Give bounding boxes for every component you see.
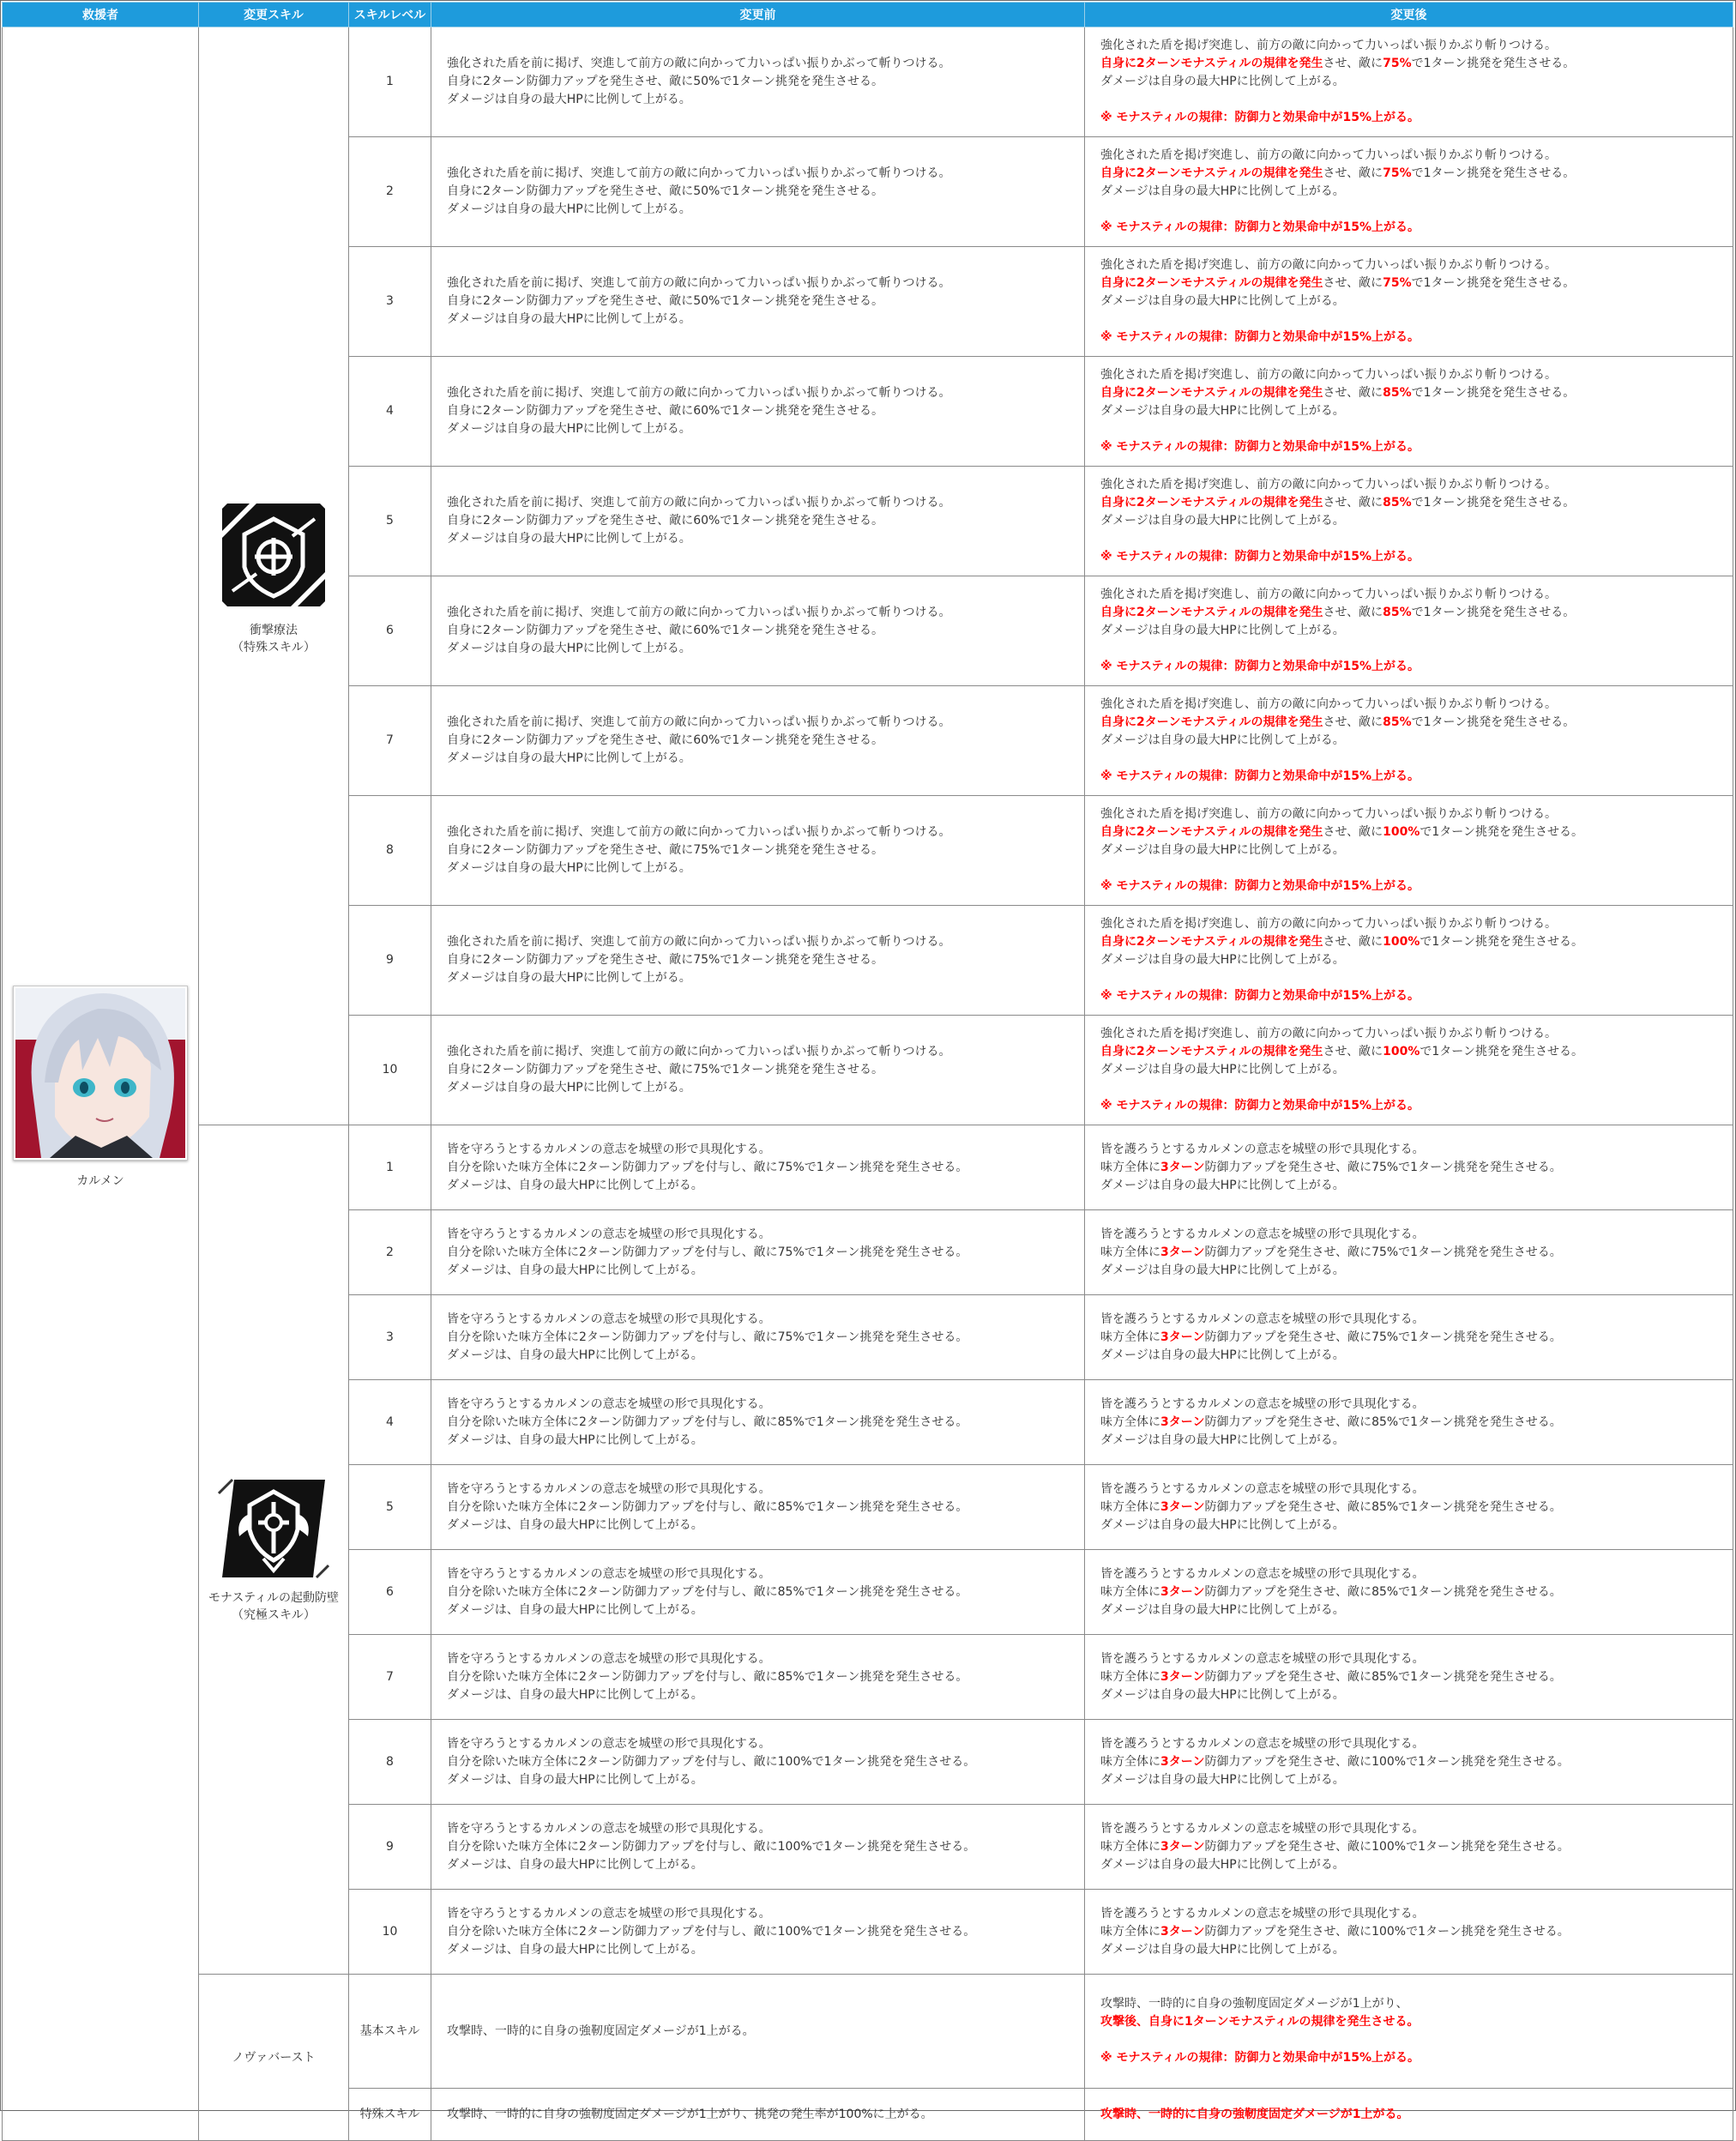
- skill2-name: モナスティルの起動防壁: [208, 1590, 340, 1605]
- after-line: 防御力アップを発生させ、敵に85%で1ターン挑発を発生させる。: [1204, 1499, 1562, 1514]
- after-line: 皆を護ろうとするカルメンの意志を城壁の形で具現化する。: [1100, 1142, 1425, 1156]
- before-line: ダメージは、自身の最大HPに比例して上がる。: [447, 1432, 703, 1447]
- after-line: 味方全体に: [1100, 1839, 1160, 1854]
- after-note: ※ モナスティルの規律：防御力と効果命中が15%上がる。: [1100, 440, 1420, 454]
- after-line: ダメージは自身の最大HPに比例して上がる。: [1100, 1063, 1345, 1077]
- after-highlight: 自身に2ターンモナスティルの規律を発生: [1100, 496, 1323, 510]
- hero-name: カルメン: [76, 1174, 124, 1188]
- after-line: 強化された盾を掲げ突進し、前方の敵に向かって力いっぱい振りかぶり斬りつける。: [1100, 588, 1557, 601]
- after-line: 防御力アップを発生させ、敵に75%で1ターン挑発を発生させる。: [1204, 1160, 1562, 1174]
- before-line: 自身に2ターン防御力アップを発生させ、敵に75%で1ターン挑発を発生させる。: [447, 843, 883, 857]
- before-cell: [431, 1720, 1085, 1805]
- after-note: ※ モナスティルの規律：防御力と効果命中が15%上がる。: [1100, 2051, 1420, 2065]
- after-line: ダメージは自身の最大HPに比例して上がる。: [1100, 1687, 1345, 1702]
- level-cell: 1: [349, 27, 431, 137]
- after-line: で1ターン挑発を発生させる。: [1411, 57, 1576, 70]
- before-line: ダメージは、自身の最大HPに比例して上がる。: [447, 1263, 703, 1277]
- after-highlight: 自身に2ターンモナスティルの規律を発生: [1100, 386, 1323, 400]
- after-line: で1ターン挑発を発生させる。: [1411, 606, 1576, 619]
- after-line: 防御力アップを発生させ、敵に85%で1ターン挑発を発生させる。: [1204, 1669, 1562, 1684]
- header-before: 変更前: [431, 3, 1085, 27]
- after-cell: [1085, 1210, 1733, 1295]
- after-cell: [1085, 1635, 1733, 1720]
- before-cell: [431, 1635, 1085, 1720]
- level-cell: 4: [349, 1380, 431, 1465]
- before-line: 強化された盾を前に掲げ、突進して前方の敵に向かって力いっぱい振りかぶって斬りつける。: [447, 1045, 951, 1058]
- after-line: で1ターン挑発を発生させる。: [1420, 825, 1584, 839]
- before-line: 自分を除いた味方全体に2ターン防御力アップを付与し、敵に85%で1ターン挑発を発生させる。: [447, 1669, 968, 1684]
- before-line: 自身に2ターン防御力アップを発生させ、敵に50%で1ターン挑発を発生させる。: [447, 294, 883, 308]
- after-cell: [1085, 1125, 1733, 1210]
- after-highlight: 3ターン: [1160, 1754, 1205, 1769]
- before-line: ダメージは、自身の最大HPに比例して上がる。: [447, 1178, 703, 1192]
- before-cell: [431, 137, 1085, 247]
- level-cell: 2: [349, 1210, 431, 1295]
- after-line: 皆を護ろうとするカルメンの意志を城壁の形で具現化する。: [1100, 1906, 1425, 1921]
- after-line: 強化された盾を掲げ突進し、前方の敵に向かって力いっぱい振りかぶり斬りつける。: [1100, 1027, 1557, 1040]
- before-line: ダメージは自身の最大HPに比例して上がる。: [447, 642, 691, 655]
- after-line: させ、敵に: [1323, 715, 1383, 729]
- after-line: させ、敵に: [1323, 825, 1383, 839]
- after-highlight: 自身に2ターンモナスティルの規律を発生: [1100, 715, 1323, 729]
- after-highlight: 3ターン: [1160, 1414, 1205, 1429]
- before-line: ダメージは自身の最大HPに比例して上がる。: [447, 1081, 691, 1095]
- after-line: させ、敵に: [1323, 606, 1383, 619]
- after-cell: [1085, 1380, 1733, 1465]
- after-highlight: 自身に2ターンモナスティルの規律を発生: [1100, 935, 1323, 949]
- after-cell: [1085, 1805, 1733, 1890]
- before-line: 強化された盾を前に掲げ、突進して前方の敵に向かって力いっぱい振りかぶって斬りつける。: [447, 57, 951, 70]
- after-cell: [1085, 1720, 1733, 1805]
- after-note: ※ モナスティルの規律：防御力と効果命中が15%上がる。: [1100, 220, 1420, 234]
- before-line: 強化された盾を前に掲げ、突進して前方の敵に向かって力いっぱい振りかぶって斬りつける。: [447, 606, 951, 619]
- before-line: ダメージは自身の最大HPに比例して上がる。: [447, 861, 691, 875]
- before-cell: [431, 1295, 1085, 1380]
- after-line: 皆を護ろうとするカルメンの意志を城壁の形で具現化する。: [1100, 1651, 1425, 1666]
- before-line: ダメージは、自身の最大HPに比例して上がる。: [447, 1942, 703, 1957]
- table-row: [3, 27, 1733, 137]
- after-note: ※ モナスティルの規律：防御力と効果命中が15%上がる。: [1100, 660, 1420, 673]
- before-line: ダメージは、自身の最大HPに比例して上がる。: [447, 1687, 703, 1702]
- after-note: ※ モナスティルの規律：防御力と効果命中が15%上がる。: [1100, 989, 1420, 1003]
- after-line: 皆を護ろうとするカルメンの意志を城壁の形で具現化する。: [1100, 1312, 1425, 1326]
- hero-portrait: [13, 986, 188, 1161]
- after-line: 強化された盾を掲げ突進し、前方の敵に向かって力いっぱい振りかぶり斬りつける。: [1100, 807, 1557, 821]
- before-line: 強化された盾を前に掲げ、突進して前方の敵に向かって力いっぱい振りかぶって斬りつける。: [447, 276, 951, 290]
- after-line: 防御力アップを発生させ、敵に100%で1ターン挑発を発生させる。: [1204, 1839, 1570, 1854]
- after-cell: [1085, 27, 1733, 137]
- after-note: ※ モナスティルの規律：防御力と効果命中が15%上がる。: [1100, 769, 1420, 783]
- before-line: 自分を除いた味方全体に2ターン防御力アップを付与し、敵に75%で1ターン挑発を発生させる。: [447, 1245, 968, 1259]
- after-highlight: 100%: [1383, 935, 1420, 949]
- before-line: 皆を守ろうとするカルメンの意志を城壁の形で具現化する。: [447, 1736, 771, 1751]
- after-line: 強化された盾を掲げ突進し、前方の敵に向かって力いっぱい振りかぶり斬りつける。: [1100, 258, 1557, 272]
- before-line: 強化された盾を前に掲げ、突進して前方の敵に向かって力いっぱい振りかぶって斬りつける。: [447, 386, 951, 400]
- before-line: 自分を除いた味方全体に2ターン防御力アップを付与し、敵に85%で1ターン挑発を発生させる。: [447, 1499, 968, 1514]
- after-line: ダメージは自身の最大HPに比例して上がる。: [1100, 733, 1345, 747]
- after-line: 強化された盾を掲げ突進し、前方の敵に向かって力いっぱい振りかぶり斬りつける。: [1100, 148, 1557, 162]
- after-line: ダメージは自身の最大HPに比例して上がる。: [1100, 1178, 1345, 1192]
- after-cell: [1085, 467, 1733, 576]
- before-line: 自身に2ターン防御力アップを発生させ、敵に60%で1ターン挑発を発生させる。: [447, 624, 883, 637]
- level-cell: 10: [349, 1016, 431, 1125]
- before-line: 皆を守ろうとするカルメンの意志を城壁の形で具現化する。: [447, 1906, 771, 1921]
- after-cell: [1085, 1890, 1733, 1975]
- after-cell: [1085, 1550, 1733, 1635]
- before-line: 自分を除いた味方全体に2ターン防御力アップを付与し、敵に100%で1ターン挑発を発生させる。: [447, 1754, 976, 1769]
- after-highlight: 85%: [1383, 496, 1412, 510]
- level-cell: 10: [349, 1890, 431, 1975]
- after-line: 味方全体に: [1100, 1924, 1160, 1939]
- after-line: ダメージは自身の最大HPに比例して上がる。: [1100, 843, 1345, 857]
- skill-change-table: [2, 2, 1733, 2141]
- after-cell: [1085, 796, 1733, 906]
- after-cell: [1085, 1016, 1733, 1125]
- after-line: ダメージは自身の最大HPに比例して上がる。: [1100, 1942, 1345, 1957]
- before-line: ダメージは、自身の最大HPに比例して上がる。: [447, 1772, 703, 1787]
- after-cell: [1085, 2089, 1733, 2141]
- after-highlight: 自身に2ターンモナスティルの規律を発生: [1100, 57, 1323, 70]
- before-line: ダメージは、自身の最大HPに比例して上がる。: [447, 1348, 703, 1362]
- before-line: 自分を除いた味方全体に2ターン防御力アップを付与し、敵に75%で1ターン挑発を発生させる。: [447, 1330, 968, 1344]
- after-line: ダメージは自身の最大HPに比例して上がる。: [1100, 1517, 1345, 1532]
- before-line: ダメージは自身の最大HPに比例して上がる。: [447, 971, 691, 985]
- after-highlight: 75%: [1383, 166, 1412, 180]
- before-cell: [431, 357, 1085, 467]
- after-highlight: 攻撃時、一時的に自身の強靭度固定ダメージが1上がる。: [1100, 2107, 1409, 2121]
- after-line: で1ターン挑発を発生させる。: [1411, 166, 1576, 180]
- after-line: ダメージは自身の最大HPに比例して上がる。: [1100, 294, 1345, 308]
- after-highlight: 3ターン: [1160, 1584, 1205, 1599]
- after-line: 防御力アップを発生させ、敵に75%で1ターン挑発を発生させる。: [1204, 1245, 1562, 1259]
- before-cell: [431, 1890, 1085, 1975]
- after-line: 強化された盾を掲げ突進し、前方の敵に向かって力いっぱい振りかぶり斬りつける。: [1100, 39, 1557, 52]
- after-line: ダメージは自身の最大HPに比例して上がる。: [1100, 1432, 1345, 1447]
- after-line: で1ターン挑発を発生させる。: [1411, 276, 1576, 290]
- after-cell: [1085, 247, 1733, 357]
- after-line: ダメージは自身の最大HPに比例して上がる。: [1100, 1772, 1345, 1787]
- level-cell: 3: [349, 1295, 431, 1380]
- after-line: させ、敵に: [1323, 386, 1383, 400]
- before-line: 皆を守ろうとするカルメンの意志を城壁の形で具現化する。: [447, 1651, 771, 1666]
- after-line: 防御力アップを発生させ、敵に85%で1ターン挑発を発生させる。: [1204, 1414, 1562, 1429]
- before-cell: [431, 247, 1085, 357]
- after-highlight: 自身に2ターンモナスティルの規律を発生: [1100, 825, 1323, 839]
- after-line: で1ターン挑発を発生させる。: [1411, 715, 1576, 729]
- after-line: で1ターン挑発を発生させる。: [1411, 386, 1576, 400]
- hero-cell: [3, 27, 199, 2141]
- before-cell: 攻撃時、一時的に自身の強靭度固定ダメージが1上がる。: [431, 1975, 1085, 2089]
- header-after: 変更後: [1085, 3, 1733, 27]
- skill1-name: 衝撃療法: [250, 623, 298, 637]
- before-line: 強化された盾を前に掲げ、突進して前方の敵に向かって力いっぱい振りかぶって斬りつける。: [447, 715, 951, 729]
- level-cell: 2: [349, 137, 431, 247]
- before-line: ダメージは自身の最大HPに比例して上がる。: [447, 93, 691, 106]
- before-line: 皆を守ろうとするカルメンの意志を城壁の形で具現化する。: [447, 1481, 771, 1496]
- before-line: ダメージは、自身の最大HPに比例して上がる。: [447, 1602, 703, 1617]
- after-line: 強化された盾を掲げ突進し、前方の敵に向かって力いっぱい振りかぶり斬りつける。: [1100, 917, 1557, 931]
- after-line: 強化された盾を掲げ突進し、前方の敵に向かって力いっぱい振りかぶり斬りつける。: [1100, 697, 1557, 711]
- after-line: 皆を護ろうとするカルメンの意志を城壁の形で具現化する。: [1100, 1481, 1425, 1496]
- after-note: ※ モナスティルの規律：防御力と効果命中が15%上がる。: [1100, 550, 1420, 564]
- before-cell: 攻撃時、一時的に自身の強靭度固定ダメージが1上がり、挑発の発生率が100%に上がる。: [431, 2089, 1085, 2141]
- hero-portrait-image: [15, 988, 185, 1158]
- level-cell: 7: [349, 1635, 431, 1720]
- before-line: 皆を守ろうとするカルメンの意志を城壁の形で具現化する。: [447, 1312, 771, 1326]
- nova-cell: [199, 1975, 349, 2141]
- level-cell: 3: [349, 247, 431, 357]
- skill1-type: （特殊スキル）: [232, 640, 316, 654]
- after-line: 味方全体に: [1100, 1754, 1160, 1769]
- monastil-wall-skill-icon: [215, 1476, 332, 1581]
- before-cell: [431, 1125, 1085, 1210]
- before-cell: [431, 1380, 1085, 1465]
- before-line: ダメージは自身の最大HPに比例して上がる。: [447, 751, 691, 765]
- level-cell: 5: [349, 467, 431, 576]
- after-highlight: 100%: [1383, 1045, 1420, 1058]
- after-highlight: 3ターン: [1160, 1839, 1205, 1854]
- header-hero: 救援者: [3, 3, 199, 27]
- before-line: ダメージは自身の最大HPに比例して上がる。: [447, 202, 691, 216]
- before-line: ダメージは、自身の最大HPに比例して上がる。: [447, 1857, 703, 1872]
- nova-name: ノヴァバースト: [232, 2050, 316, 2065]
- before-line: 皆を守ろうとするカルメンの意志を城壁の形で具現化する。: [447, 1821, 771, 1836]
- after-line: 味方全体に: [1100, 1584, 1160, 1599]
- after-line: で1ターン挑発を発生させる。: [1411, 496, 1576, 510]
- after-line: 皆を護ろうとするカルメンの意志を城壁の形で具現化する。: [1100, 1227, 1425, 1241]
- after-line: させ、敵に: [1323, 496, 1383, 510]
- after-line: 味方全体に: [1100, 1160, 1160, 1174]
- shock-therapy-skill-icon: [215, 497, 332, 613]
- before-cell: [431, 1550, 1085, 1635]
- level-cell: 9: [349, 1805, 431, 1890]
- after-line: 防御力アップを発生させ、敵に75%で1ターン挑発を発生させる。: [1204, 1330, 1562, 1344]
- level-cell: 1: [349, 1125, 431, 1210]
- header-skill: 変更スキル: [199, 3, 349, 27]
- skill2-cell: [199, 1125, 349, 1975]
- after-line: させ、敵に: [1323, 935, 1383, 949]
- before-line: 自分を除いた味方全体に2ターン防御力アップを付与し、敵に100%で1ターン挑発を発生させる。: [447, 1839, 976, 1854]
- before-cell: [431, 686, 1085, 796]
- level-cell: 7: [349, 686, 431, 796]
- skill1-cell: [199, 27, 349, 1125]
- after-line: ダメージは自身の最大HPに比例して上がる。: [1100, 1263, 1345, 1277]
- level-cell: 基本スキル: [349, 1975, 431, 2089]
- after-line: ダメージは自身の最大HPに比例して上がる。: [1100, 75, 1345, 88]
- after-cell: [1085, 1975, 1733, 2089]
- before-cell: [431, 1465, 1085, 1550]
- table-header-row: [3, 3, 1733, 27]
- after-highlight: 75%: [1383, 57, 1412, 70]
- after-note: ※ モナスティルの規律：防御力と効果命中が15%上がる。: [1100, 111, 1420, 124]
- before-cell: [431, 467, 1085, 576]
- before-line: ダメージは自身の最大HPに比例して上がる。: [447, 532, 691, 546]
- after-highlight: 85%: [1383, 606, 1412, 619]
- after-highlight: 3ターン: [1160, 1245, 1205, 1259]
- after-cell: [1085, 1465, 1733, 1550]
- after-line: 強化された盾を掲げ突進し、前方の敵に向かって力いっぱい振りかぶり斬りつける。: [1100, 478, 1557, 492]
- after-line: 皆を護ろうとするカルメンの意志を城壁の形で具現化する。: [1100, 1566, 1425, 1581]
- after-highlight: 自身に2ターンモナスティルの規律を発生: [1100, 606, 1323, 619]
- after-line: 皆を護ろうとするカルメンの意志を城壁の形で具現化する。: [1100, 1736, 1425, 1751]
- after-line: で1ターン挑発を発生させる。: [1420, 935, 1584, 949]
- before-line: 皆を守ろうとするカルメンの意志を城壁の形で具現化する。: [447, 1396, 771, 1411]
- after-cell: [1085, 686, 1733, 796]
- after-line: ダメージは自身の最大HPに比例して上がる。: [1100, 1857, 1345, 1872]
- after-highlight: 3ターン: [1160, 1669, 1205, 1684]
- after-cell: [1085, 906, 1733, 1016]
- before-cell: [431, 906, 1085, 1016]
- level-cell: 9: [349, 906, 431, 1016]
- after-highlight: 自身に2ターンモナスティルの規律を発生: [1100, 1045, 1323, 1058]
- after-line: 皆を護ろうとするカルメンの意志を城壁の形で具現化する。: [1100, 1396, 1425, 1411]
- after-cell: [1085, 576, 1733, 686]
- level-cell: 特殊スキル: [349, 2089, 431, 2141]
- before-line: 皆を守ろうとするカルメンの意志を城壁の形で具現化する。: [447, 1142, 771, 1156]
- before-line: 強化された盾を前に掲げ、突進して前方の敵に向かって力いっぱい振りかぶって斬りつける。: [447, 825, 951, 839]
- after-line: 味方全体に: [1100, 1669, 1160, 1684]
- after-highlight: 75%: [1383, 276, 1412, 290]
- before-line: 自身に2ターン防御力アップを発生させ、敵に60%で1ターン挑発を発生させる。: [447, 514, 883, 528]
- before-cell: [431, 1805, 1085, 1890]
- after-line: 強化された盾を掲げ突進し、前方の敵に向かって力いっぱい振りかぶり斬りつける。: [1100, 368, 1557, 382]
- after-line: ダメージは自身の最大HPに比例して上がる。: [1100, 404, 1345, 418]
- before-line: 自身に2ターン防御力アップを発生させ、敵に50%で1ターン挑発を発生させる。: [447, 75, 883, 88]
- after-note: ※ モナスティルの規律：防御力と効果命中が15%上がる。: [1100, 879, 1420, 893]
- level-cell: 8: [349, 796, 431, 906]
- after-line: させ、敵に: [1323, 57, 1383, 70]
- after-line: させ、敵に: [1323, 166, 1383, 180]
- before-line: ダメージは自身の最大HPに比例して上がる。: [447, 312, 691, 326]
- after-note: ※ モナスティルの規律：防御力と効果命中が15%上がる。: [1100, 1099, 1420, 1113]
- table-row: [3, 1975, 1733, 2089]
- after-line: 防御力アップを発生させ、敵に100%で1ターン挑発を発生させる。: [1204, 1924, 1570, 1939]
- after-line: 防御力アップを発生させ、敵に100%で1ターン挑発を発生させる。: [1204, 1754, 1570, 1769]
- before-line: 自分を除いた味方全体に2ターン防御力アップを付与し、敵に85%で1ターン挑発を発生させる。: [447, 1414, 968, 1429]
- after-line: 味方全体に: [1100, 1330, 1160, 1344]
- after-line: ダメージは自身の最大HPに比例して上がる。: [1100, 953, 1345, 967]
- before-line: 自身に2ターン防御力アップを発生させ、敵に50%で1ターン挑発を発生させる。: [447, 184, 883, 198]
- after-highlight: 自身に2ターンモナスティルの規律を発生: [1100, 166, 1323, 180]
- before-line: 皆を守ろうとするカルメンの意志を城壁の形で具現化する。: [447, 1566, 771, 1581]
- level-cell: 8: [349, 1720, 431, 1805]
- after-line: ダメージは自身の最大HPに比例して上がる。: [1100, 514, 1345, 528]
- before-line: 自身に2ターン防御力アップを発生させ、敵に75%で1ターン挑発を発生させる。: [447, 953, 883, 967]
- before-line: 自分を除いた味方全体に2ターン防御力アップを付与し、敵に100%で1ターン挑発を発生させる。: [447, 1924, 976, 1939]
- after-highlight: 3ターン: [1160, 1924, 1205, 1939]
- level-cell: 6: [349, 576, 431, 686]
- after-cell: [1085, 137, 1733, 247]
- before-line: 自身に2ターン防御力アップを発生させ、敵に60%で1ターン挑発を発生させる。: [447, 404, 883, 418]
- after-line: 味方全体に: [1100, 1245, 1160, 1259]
- after-cell: [1085, 357, 1733, 467]
- after-line: させ、敵に: [1323, 1045, 1383, 1058]
- after-highlight: 100%: [1383, 825, 1420, 839]
- before-line: 皆を守ろうとするカルメンの意志を城壁の形で具現化する。: [447, 1227, 771, 1241]
- header-level: スキルレベル: [349, 3, 431, 27]
- after-highlight: 85%: [1383, 386, 1412, 400]
- before-line: 強化された盾を前に掲げ、突進して前方の敵に向かって力いっぱい振りかぶって斬りつける。: [447, 496, 951, 510]
- after-line: 味方全体に: [1100, 1414, 1160, 1429]
- before-cell: [431, 796, 1085, 906]
- before-cell: [431, 1210, 1085, 1295]
- after-highlight: 3ターン: [1160, 1160, 1205, 1174]
- after-line: ダメージは自身の最大HPに比例して上がる。: [1100, 1602, 1345, 1617]
- level-cell: 6: [349, 1550, 431, 1635]
- after-highlight: 3ターン: [1160, 1499, 1205, 1514]
- after-line: で1ターン挑発を発生させる。: [1420, 1045, 1584, 1058]
- before-line: 自身に2ターン防御力アップを発生させ、敵に60%で1ターン挑発を発生させる。: [447, 733, 883, 747]
- after-note: ※ モナスティルの規律：防御力と効果命中が15%上がる。: [1100, 330, 1420, 344]
- after-highlight: 85%: [1383, 715, 1412, 729]
- before-cell: [431, 576, 1085, 686]
- level-cell: 4: [349, 357, 431, 467]
- table-row: [3, 1125, 1733, 1210]
- level-cell: 5: [349, 1465, 431, 1550]
- before-line: ダメージは、自身の最大HPに比例して上がる。: [447, 1517, 703, 1532]
- after-line: 攻撃時、一時的に自身の強靭度固定ダメージが1上がり、: [1100, 1997, 1408, 2011]
- before-line: ダメージは自身の最大HPに比例して上がる。: [447, 422, 691, 436]
- before-cell: [431, 1016, 1085, 1125]
- after-line: ダメージは自身の最大HPに比例して上がる。: [1100, 624, 1345, 637]
- after-line: 味方全体に: [1100, 1499, 1160, 1514]
- after-line: 防御力アップを発生させ、敵に85%で1ターン挑発を発生させる。: [1204, 1584, 1562, 1599]
- before-line: 自身に2ターン防御力アップを発生させ、敵に75%で1ターン挑発を発生させる。: [447, 1063, 883, 1077]
- before-line: 自分を除いた味方全体に2ターン防御力アップを付与し、敵に85%で1ターン挑発を発生させる。: [447, 1584, 968, 1599]
- skill2-type: （究極スキル）: [232, 1607, 316, 1622]
- before-line: 強化された盾を前に掲げ、突進して前方の敵に向かって力いっぱい振りかぶって斬りつける。: [447, 935, 951, 949]
- before-line: 自分を除いた味方全体に2ターン防御力アップを付与し、敵に75%で1ターン挑発を発生させる。: [447, 1160, 968, 1174]
- before-line: 強化された盾を前に掲げ、突進して前方の敵に向かって力いっぱい振りかぶって斬りつける。: [447, 166, 951, 180]
- after-line: ダメージは自身の最大HPに比例して上がる。: [1100, 1348, 1345, 1362]
- table-body: [3, 27, 1733, 2141]
- after-highlight: 3ターン: [1160, 1330, 1205, 1344]
- before-cell: [431, 27, 1085, 137]
- after-highlight: 自身に2ターンモナスティルの規律を発生: [1100, 276, 1323, 290]
- after-line: 皆を護ろうとするカルメンの意志を城壁の形で具現化する。: [1100, 1821, 1425, 1836]
- after-highlight: 攻撃後、自身に1ターンモナスティルの規律を発生させる。: [1100, 2015, 1420, 2029]
- after-cell: [1085, 1295, 1733, 1380]
- after-line: させ、敵に: [1323, 276, 1383, 290]
- after-line: ダメージは自身の最大HPに比例して上がる。: [1100, 184, 1345, 198]
